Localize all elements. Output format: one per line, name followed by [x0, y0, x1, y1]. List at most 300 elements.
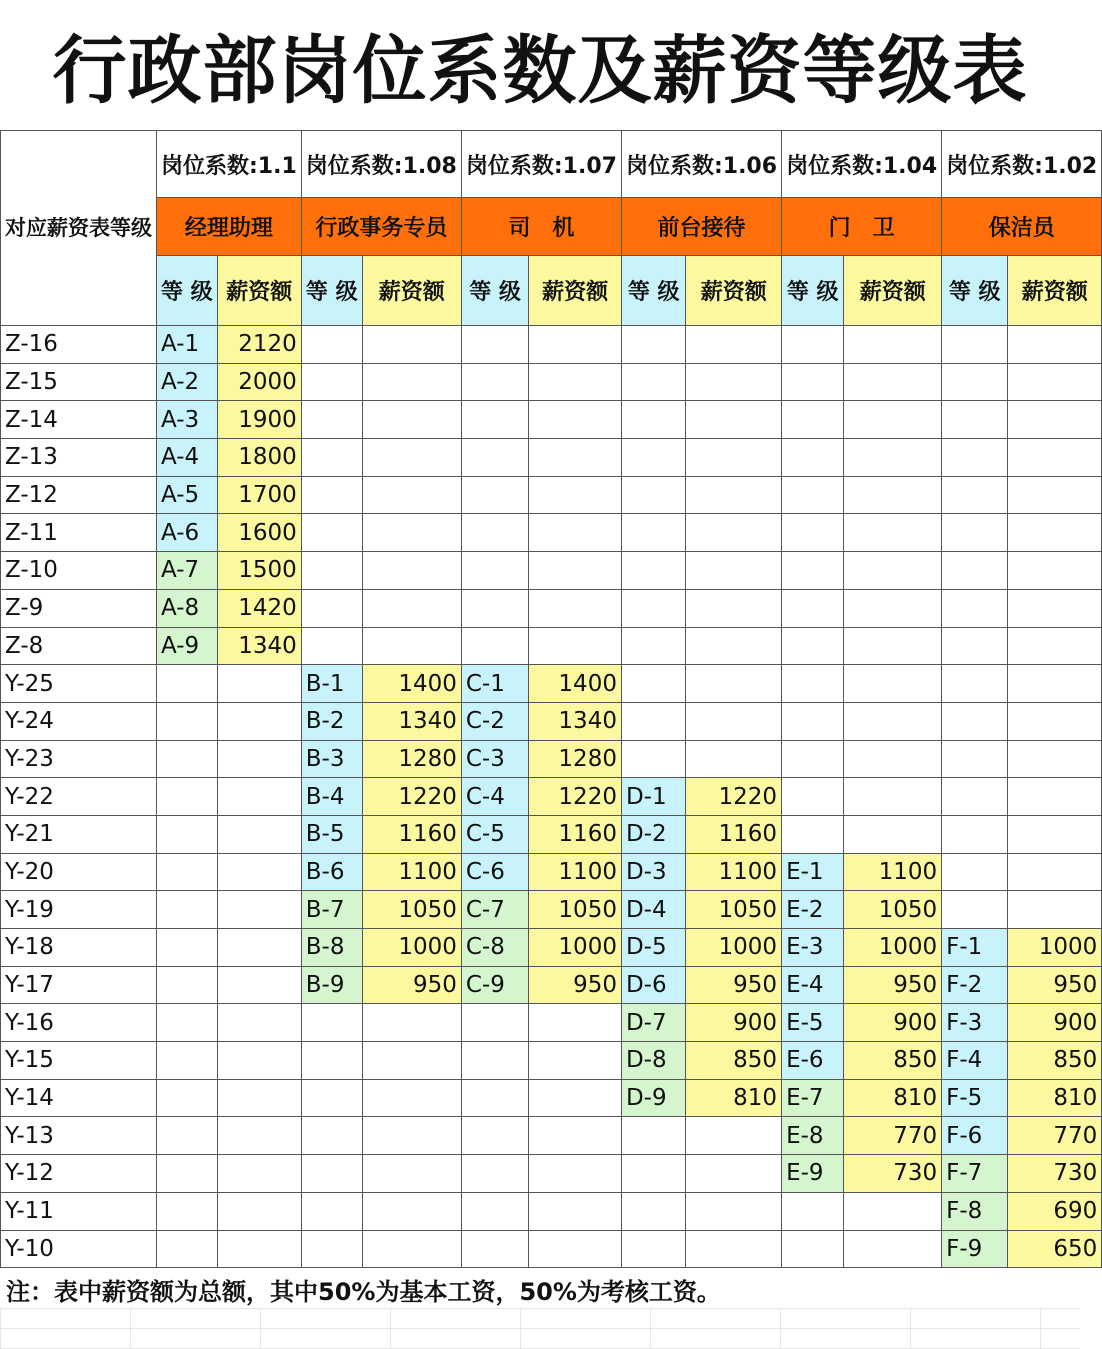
empty-cell	[157, 1117, 218, 1155]
salary-cell: 900	[844, 1004, 942, 1042]
level-cell: Y-24	[1, 702, 157, 740]
empty-cell	[301, 514, 362, 552]
empty-cell	[942, 702, 1008, 740]
level-cell: Z-8	[1, 627, 157, 665]
empty-cell	[529, 439, 622, 477]
empty-cell	[157, 1192, 218, 1230]
empty-cell	[686, 326, 782, 364]
grade-cell: B-4	[301, 778, 362, 816]
coef-header: 岗位系数:1.02	[942, 131, 1102, 198]
empty-cell	[529, 1192, 622, 1230]
empty-cell	[621, 702, 685, 740]
empty-cell	[942, 401, 1008, 439]
empty-cell	[217, 1192, 301, 1230]
empty-cell	[1008, 665, 1102, 703]
level-cell: Y-13	[1, 1117, 157, 1155]
salary-cell: 1000	[1008, 929, 1102, 967]
salary-cell: 1340	[362, 702, 461, 740]
salary-cell: 810	[844, 1079, 942, 1117]
table-row	[1, 815, 1102, 853]
empty-cell	[782, 514, 844, 552]
empty-cell	[686, 363, 782, 401]
grade-cell: D-1	[621, 778, 685, 816]
grade-cell: E-8	[782, 1117, 844, 1155]
level-cell: Y-18	[1, 929, 157, 967]
level-cell: Z-14	[1, 401, 157, 439]
empty-cell	[461, 1004, 528, 1042]
empty-cell	[529, 1079, 622, 1117]
salary-cell: 810	[1008, 1079, 1102, 1117]
empty-cell	[217, 891, 301, 929]
salary-cell: 1600	[217, 514, 301, 552]
empty-cell	[1008, 326, 1102, 364]
grade-cell: D-7	[621, 1004, 685, 1042]
empty-cell	[1008, 891, 1102, 929]
empty-cell	[844, 401, 942, 439]
empty-cell	[942, 665, 1008, 703]
salary-cell: 1420	[217, 589, 301, 627]
grade-cell: D-6	[621, 966, 685, 1004]
empty-cell	[942, 363, 1008, 401]
empty-cell	[217, 1230, 301, 1268]
level-cell: Z-13	[1, 439, 157, 477]
salary-cell: 1000	[844, 929, 942, 967]
empty-cell	[844, 439, 942, 477]
empty-cell	[529, 363, 622, 401]
position-header-row	[1, 198, 1102, 256]
empty-cell	[942, 815, 1008, 853]
empty-cell	[461, 1155, 528, 1193]
grade-header: 等 级	[782, 256, 844, 326]
empty-cell	[362, 1192, 461, 1230]
empty-cell	[461, 1192, 528, 1230]
empty-cell	[461, 1079, 528, 1117]
salary-cell: 1160	[686, 815, 782, 853]
empty-cell	[461, 1230, 528, 1268]
empty-cell	[529, 476, 622, 514]
salary-cell: 1100	[362, 853, 461, 891]
salary-cell: 1100	[529, 853, 622, 891]
empty-cell	[621, 740, 685, 778]
empty-cell	[942, 740, 1008, 778]
empty-cell	[782, 702, 844, 740]
empty-cell	[844, 514, 942, 552]
empty-cell	[301, 1079, 362, 1117]
empty-cell	[844, 702, 942, 740]
salary-cell: 1050	[844, 891, 942, 929]
salary-cell: 1000	[529, 929, 622, 967]
grade-cell: F-1	[942, 929, 1008, 967]
coef-header: 岗位系数:1.04	[782, 131, 942, 198]
salary-cell: 1160	[362, 815, 461, 853]
salary-cell: 1280	[529, 740, 622, 778]
level-cell: Y-10	[1, 1230, 157, 1268]
empty-cell	[362, 1230, 461, 1268]
empty-cell	[362, 439, 461, 477]
empty-cell	[686, 514, 782, 552]
position-header: 前台接待	[621, 198, 781, 256]
empty-cell	[217, 1042, 301, 1080]
grade-cell: F-7	[942, 1155, 1008, 1193]
empty-cell	[686, 740, 782, 778]
empty-cell	[782, 401, 844, 439]
level-cell: Y-20	[1, 853, 157, 891]
empty-cell	[362, 1155, 461, 1193]
empty-cell	[621, 627, 685, 665]
grade-cell: C-1	[461, 665, 528, 703]
grade-cell: B-2	[301, 702, 362, 740]
grade-cell: F-8	[942, 1192, 1008, 1230]
empty-cell	[621, 1155, 685, 1193]
empty-cell	[301, 552, 362, 590]
grade-cell: E-5	[782, 1004, 844, 1042]
empty-cell	[217, 853, 301, 891]
empty-cell	[686, 1117, 782, 1155]
salary-cell: 1050	[686, 891, 782, 929]
empty-cell	[362, 627, 461, 665]
coef-header: 岗位系数:1.1	[157, 131, 302, 198]
empty-cell	[157, 1155, 218, 1193]
salary-cell: 730	[844, 1155, 942, 1193]
salary-cell: 1000	[362, 929, 461, 967]
salary-cell: 770	[1008, 1117, 1102, 1155]
empty-cell	[942, 589, 1008, 627]
empty-cell	[1008, 363, 1102, 401]
coef-header: 岗位系数:1.08	[301, 131, 461, 198]
empty-cell	[362, 552, 461, 590]
empty-cell	[1008, 589, 1102, 627]
empty-cell	[1008, 476, 1102, 514]
salary-cell: 650	[1008, 1230, 1102, 1268]
grade-cell: B-6	[301, 853, 362, 891]
table-row	[1, 363, 1102, 401]
empty-cell	[217, 966, 301, 1004]
empty-cell	[621, 439, 685, 477]
salary-cell: 1900	[217, 401, 301, 439]
salary-cell: 1050	[529, 891, 622, 929]
salary-cell: 1340	[217, 627, 301, 665]
empty-cell	[844, 627, 942, 665]
empty-cell	[362, 401, 461, 439]
empty-cell	[217, 1004, 301, 1042]
salary-cell: 1400	[529, 665, 622, 703]
table-row	[1, 1079, 1102, 1117]
empty-cell	[301, 363, 362, 401]
empty-cell	[942, 891, 1008, 929]
empty-cell	[529, 1230, 622, 1268]
grade-cell: A-4	[157, 439, 218, 477]
grade-cell: A-3	[157, 401, 218, 439]
empty-cell	[942, 627, 1008, 665]
coef-header: 岗位系数:1.07	[461, 131, 621, 198]
empty-cell	[844, 740, 942, 778]
table-row	[1, 740, 1102, 778]
table-row	[1, 929, 1102, 967]
table-row	[1, 778, 1102, 816]
table-row	[1, 665, 1102, 703]
empty-cell	[782, 740, 844, 778]
grade-cell: E-6	[782, 1042, 844, 1080]
table-row	[1, 476, 1102, 514]
empty-cell	[686, 439, 782, 477]
grade-cell: D-2	[621, 815, 685, 853]
empty-cell	[782, 1230, 844, 1268]
empty-cell	[362, 589, 461, 627]
grade-cell: A-9	[157, 627, 218, 665]
empty-cell	[942, 778, 1008, 816]
grade-cell: B-7	[301, 891, 362, 929]
empty-cell	[529, 326, 622, 364]
grade-cell: C-4	[461, 778, 528, 816]
empty-cell	[782, 1192, 844, 1230]
sub-header-row	[1, 256, 1102, 326]
empty-cell	[529, 1042, 622, 1080]
empty-cell	[301, 1117, 362, 1155]
empty-cell	[686, 589, 782, 627]
grade-cell: E-3	[782, 929, 844, 967]
empty-cell	[461, 363, 528, 401]
level-cell: Y-15	[1, 1042, 157, 1080]
grade-cell: D-9	[621, 1079, 685, 1117]
empty-cell	[686, 552, 782, 590]
empty-cell	[461, 401, 528, 439]
empty-cell	[782, 476, 844, 514]
empty-cell	[621, 326, 685, 364]
table-row	[1, 853, 1102, 891]
table-row	[1, 891, 1102, 929]
level-cell: Y-16	[1, 1004, 157, 1042]
empty-cell	[621, 514, 685, 552]
empty-cell	[157, 740, 218, 778]
empty-cell	[621, 1117, 685, 1155]
grade-cell: E-2	[782, 891, 844, 929]
table-row	[1, 552, 1102, 590]
grade-cell: B-1	[301, 665, 362, 703]
grade-cell: C-9	[461, 966, 528, 1004]
empty-cell	[301, 1155, 362, 1193]
empty-cell	[362, 326, 461, 364]
grade-cell: C-7	[461, 891, 528, 929]
empty-cell	[782, 589, 844, 627]
level-cell: Z-12	[1, 476, 157, 514]
grade-cell: D-3	[621, 853, 685, 891]
table-row	[1, 1192, 1102, 1230]
empty-cell	[461, 1117, 528, 1155]
empty-cell	[942, 439, 1008, 477]
level-cell: Z-16	[1, 326, 157, 364]
empty-cell	[217, 665, 301, 703]
salary-cell: 1160	[529, 815, 622, 853]
empty-cell	[529, 514, 622, 552]
empty-cell	[1008, 627, 1102, 665]
empty-cell	[1008, 514, 1102, 552]
empty-cell	[217, 815, 301, 853]
salary-cell: 1700	[217, 476, 301, 514]
grade-header: 等 级	[621, 256, 685, 326]
empty-cell	[1008, 778, 1102, 816]
empty-cell	[301, 1192, 362, 1230]
salary-header: 薪资额	[529, 256, 622, 326]
table-row	[1, 514, 1102, 552]
salary-cell: 2120	[217, 326, 301, 364]
empty-cell	[157, 815, 218, 853]
empty-cell	[844, 1192, 942, 1230]
empty-cell	[362, 1079, 461, 1117]
level-cell: Y-22	[1, 778, 157, 816]
empty-cell	[529, 627, 622, 665]
grade-header: 等 级	[157, 256, 218, 326]
empty-cell	[157, 853, 218, 891]
salary-cell: 1220	[529, 778, 622, 816]
table-row	[1, 589, 1102, 627]
grade-cell: F-9	[942, 1230, 1008, 1268]
grade-cell: C-3	[461, 740, 528, 778]
empty-cell	[157, 891, 218, 929]
empty-cell	[157, 929, 218, 967]
grade-cell: A-2	[157, 363, 218, 401]
empty-cell	[686, 401, 782, 439]
grade-cell: A-5	[157, 476, 218, 514]
empty-cell	[621, 363, 685, 401]
empty-cell	[621, 476, 685, 514]
level-cell: Y-12	[1, 1155, 157, 1193]
salary-header: 薪资额	[686, 256, 782, 326]
empty-cell	[461, 552, 528, 590]
salary-cell: 950	[362, 966, 461, 1004]
empty-cell	[844, 326, 942, 364]
grade-cell: F-2	[942, 966, 1008, 1004]
grade-cell: F-3	[942, 1004, 1008, 1042]
empty-cell	[621, 401, 685, 439]
empty-cell	[301, 401, 362, 439]
position-header: 行政事务专员	[301, 198, 461, 256]
level-cell: Y-21	[1, 815, 157, 853]
empty-cell	[157, 1042, 218, 1080]
salary-cell: 730	[1008, 1155, 1102, 1193]
table-row	[1, 627, 1102, 665]
empty-cell	[217, 1117, 301, 1155]
salary-cell: 2000	[217, 363, 301, 401]
empty-cell	[529, 1155, 622, 1193]
table-row	[1, 1042, 1102, 1080]
table-row	[1, 966, 1102, 1004]
grade-header: 等 级	[461, 256, 528, 326]
salary-cell: 1220	[686, 778, 782, 816]
empty-cell	[301, 439, 362, 477]
grade-cell: E-4	[782, 966, 844, 1004]
table-row	[1, 1155, 1102, 1193]
empty-cell	[529, 589, 622, 627]
empty-cell	[844, 665, 942, 703]
empty-cell	[844, 1230, 942, 1268]
empty-cell	[844, 815, 942, 853]
grade-cell: F-5	[942, 1079, 1008, 1117]
empty-cell	[942, 476, 1008, 514]
level-cell: Y-14	[1, 1079, 157, 1117]
grade-cell: C-5	[461, 815, 528, 853]
grade-cell: E-7	[782, 1079, 844, 1117]
grade-header: 等 级	[301, 256, 362, 326]
empty-cell	[157, 1079, 218, 1117]
empty-cell	[217, 740, 301, 778]
level-cell: Z-9	[1, 589, 157, 627]
empty-cell	[461, 326, 528, 364]
salary-header: 薪资额	[844, 256, 942, 326]
empty-cell	[1008, 702, 1102, 740]
grade-cell: D-4	[621, 891, 685, 929]
empty-cell	[1008, 740, 1102, 778]
salary-grade-table	[0, 130, 1102, 1268]
empty-cell	[157, 1004, 218, 1042]
empty-sheet-grid	[0, 1308, 1080, 1349]
salary-cell: 770	[844, 1117, 942, 1155]
empty-cell	[217, 702, 301, 740]
position-header: 保洁员	[942, 198, 1102, 256]
empty-cell	[782, 326, 844, 364]
empty-cell	[529, 1117, 622, 1155]
grade-cell: D-5	[621, 929, 685, 967]
empty-cell	[217, 1155, 301, 1193]
table-row	[1, 326, 1102, 364]
empty-cell	[782, 627, 844, 665]
empty-cell	[301, 326, 362, 364]
table-row	[1, 702, 1102, 740]
empty-cell	[621, 1192, 685, 1230]
level-cell: Y-25	[1, 665, 157, 703]
empty-cell	[1008, 439, 1102, 477]
empty-cell	[1008, 552, 1102, 590]
empty-cell	[461, 514, 528, 552]
page-title: 行政部岗位系数及薪资等级表	[52, 28, 1028, 114]
empty-cell	[157, 702, 218, 740]
grade-cell: C-6	[461, 853, 528, 891]
empty-cell	[301, 1004, 362, 1042]
empty-cell	[782, 363, 844, 401]
empty-cell	[621, 1230, 685, 1268]
empty-cell	[686, 665, 782, 703]
position-header: 司 机	[461, 198, 621, 256]
level-cell: Y-17	[1, 966, 157, 1004]
salary-cell: 1340	[529, 702, 622, 740]
empty-cell	[942, 326, 1008, 364]
grade-cell: D-8	[621, 1042, 685, 1080]
empty-cell	[157, 665, 218, 703]
empty-cell	[362, 363, 461, 401]
empty-cell	[529, 401, 622, 439]
empty-cell	[942, 853, 1008, 891]
salary-cell: 1500	[217, 552, 301, 590]
salary-cell: 950	[529, 966, 622, 1004]
table-row	[1, 1117, 1102, 1155]
position-header: 门 卫	[782, 198, 942, 256]
coef-header: 岗位系数:1.06	[621, 131, 781, 198]
coef-header-row	[1, 131, 1102, 198]
empty-cell	[621, 589, 685, 627]
level-cell: Z-15	[1, 363, 157, 401]
empty-cell	[157, 966, 218, 1004]
empty-cell	[1008, 853, 1102, 891]
empty-cell	[942, 552, 1008, 590]
level-cell: Y-19	[1, 891, 157, 929]
salary-cell: 1400	[362, 665, 461, 703]
grade-cell: C-8	[461, 929, 528, 967]
salary-header: 薪资额	[362, 256, 461, 326]
grade-cell: B-9	[301, 966, 362, 1004]
empty-cell	[844, 778, 942, 816]
empty-cell	[217, 1079, 301, 1117]
empty-cell	[782, 665, 844, 703]
grade-cell: A-6	[157, 514, 218, 552]
